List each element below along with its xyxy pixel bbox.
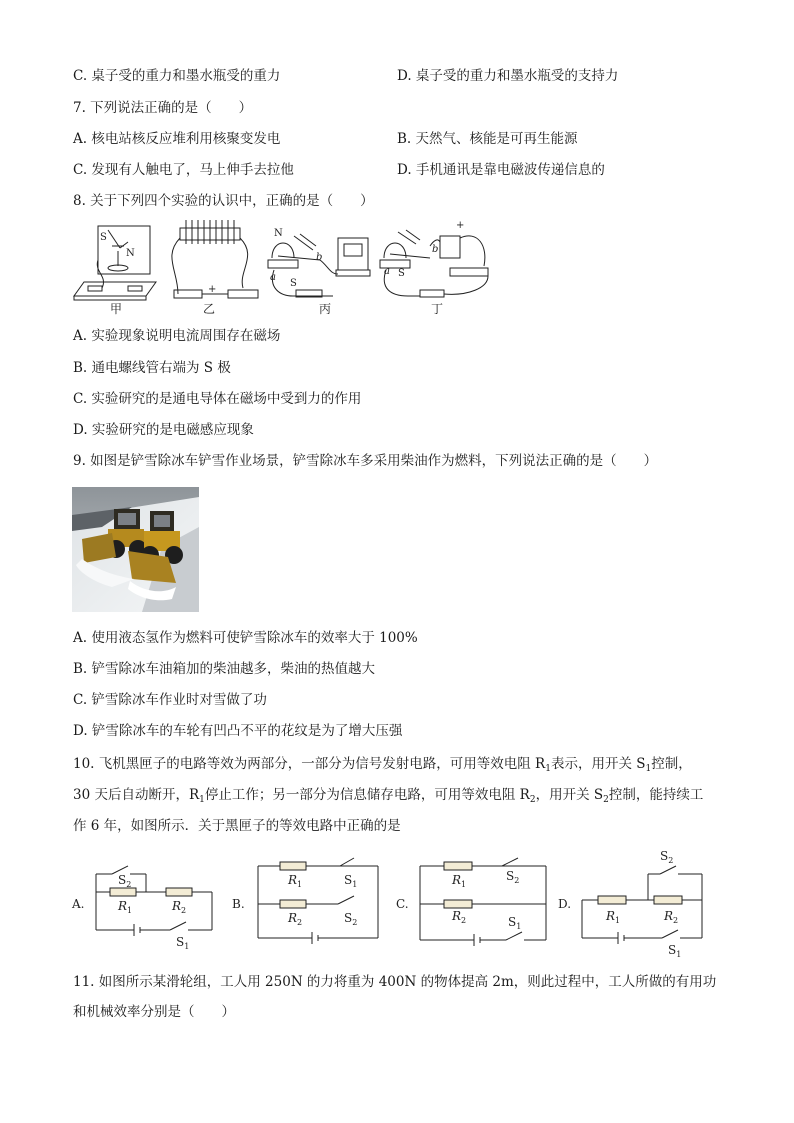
d-r2-label: $R_2$	[664, 909, 679, 925]
q8-option-c: C. 实验研究的是通电导体在磁场中受到力的作用	[73, 391, 362, 407]
q7-option-b: B. 天然气、核能是可再生能源	[397, 131, 578, 147]
d-s1-label: $S_1$	[668, 943, 682, 958]
caption-bing: 丙	[319, 302, 332, 316]
fig-jia-N: N	[126, 248, 135, 259]
a-s2-label: $S_2$	[118, 873, 132, 889]
q10-line-3: 作 6 年，如图所示．关于黑匣子的等效电路中正确的是	[73, 818, 401, 834]
circuit-d	[582, 866, 702, 944]
fig-ding-S: S	[398, 268, 405, 279]
b-s2-label: $S_2$	[344, 911, 358, 927]
circuit-label-b: B.	[232, 897, 245, 911]
c-r2-label: $R_2$	[452, 909, 467, 925]
b-s1-label: $S_1$	[344, 873, 358, 889]
c-r1-label: $R_1$	[452, 873, 467, 889]
fig-ding-a: a	[384, 266, 390, 277]
q10-line-2: 30 天后自动断开，$R_1$停止工作；另一部分为信息储存电路，可用等效电阻 $R_2$，用开关 $S_2$控制，能持续工	[73, 787, 704, 805]
snow-plow-photo	[72, 487, 199, 612]
q8-option-b: B. 通电螺线管右端为 S 极	[73, 360, 231, 376]
q9-option-a: A. 使用液态氢作为燃料可使铲雪除冰车的效率大于 100%	[73, 630, 418, 646]
fig-jia-S: S	[100, 232, 107, 243]
fig-bing-a: a	[270, 272, 276, 283]
q8-experiments-figure	[68, 216, 498, 318]
fig-ding-plus: +	[456, 220, 465, 231]
caption-jia: 甲	[110, 302, 123, 316]
circuit-label-a: A.	[72, 897, 85, 911]
q9-option-c: C. 铲雪除冰车作业时对雪做了功	[73, 692, 267, 708]
a-r2-label: $R_2$	[172, 899, 187, 915]
q8-option-a: A. 实验现象说明电流周围存在磁场	[73, 328, 281, 344]
q7-option-c: C. 发现有人触电了，马上伸手去拉他	[73, 162, 294, 178]
c-s2-label: $S_2$	[506, 869, 520, 885]
circuit-a	[96, 866, 212, 936]
q6-option-d: D. 桌子受的重力和墨水瓶受的支持力	[397, 68, 619, 84]
experiment-jia	[74, 226, 156, 300]
d-r1-label: $R_1$	[606, 909, 621, 925]
q9-option-d: D. 铲雪除冰车的车轮有凹凸不平的花纹是为了增大压强	[73, 723, 403, 739]
experiment-ding	[380, 230, 488, 297]
experiment-bing	[268, 234, 370, 297]
q11-line-2: 和机械效率分别是（ ）	[73, 1004, 235, 1020]
circuit-label-c: C.	[396, 897, 409, 911]
circuit-label-d: D.	[558, 897, 572, 911]
q11-line-1: 11. 如图所示某滑轮组，工人用 250N 的力将重为 400N 的物体提高 2m，则此过程中，工人所做的有用功	[73, 974, 717, 990]
q10-line-1: 10. 飞机黑匣子的电路等效为两部分，一部分为信号发射电路，可用等效电阻 $R_1$表示，用开关 $S_1$控制，	[73, 756, 692, 774]
fig-bing-b: b	[316, 252, 323, 263]
c-s1-label: $S_1$	[508, 915, 522, 931]
a-r1-label: $R_1$	[118, 899, 133, 915]
caption-ding: 丁	[431, 302, 444, 316]
q7-stem: 7. 下列说法正确的是（ ）	[73, 100, 253, 116]
d-s2-label: $S_2$	[660, 849, 674, 865]
circuit-b	[258, 858, 378, 944]
q7-option-d: D. 手机通讯是靠电磁波传递信息的	[397, 162, 605, 178]
fig-bing-S: S	[290, 278, 297, 289]
q7-option-a: A. 核电站核反应堆利用核聚变发电	[73, 131, 281, 147]
caption-yi: 乙	[203, 302, 216, 316]
q8-option-d: D. 实验研究的是电磁感应现象	[73, 422, 254, 438]
q8-stem: 8. 关于下列四个实验的认识中，正确的是（ ）	[73, 193, 374, 209]
b-r2-label: $R_2$	[288, 911, 303, 927]
q9-stem: 9. 如图是铲雪除冰车铲雪作业场景，铲雪除冰车多采用柴油作为燃料，下列说法正确的是（ ）	[73, 453, 658, 469]
q6-option-c: C. 桌子受的重力和墨水瓶受的重力	[73, 68, 281, 84]
a-s1-label: $S_1$	[176, 935, 190, 951]
circuit-c	[420, 858, 546, 946]
fig-bing-N: N	[274, 228, 283, 239]
b-r1-label: $R_1$	[288, 873, 303, 889]
q9-option-b: B. 铲雪除冰车油箱加的柴油越多，柴油的热值越大	[73, 661, 376, 677]
fig-yi-plus: +	[208, 284, 217, 295]
fig-ding-b: b	[432, 244, 439, 255]
q10-circuit-options	[70, 848, 720, 958]
